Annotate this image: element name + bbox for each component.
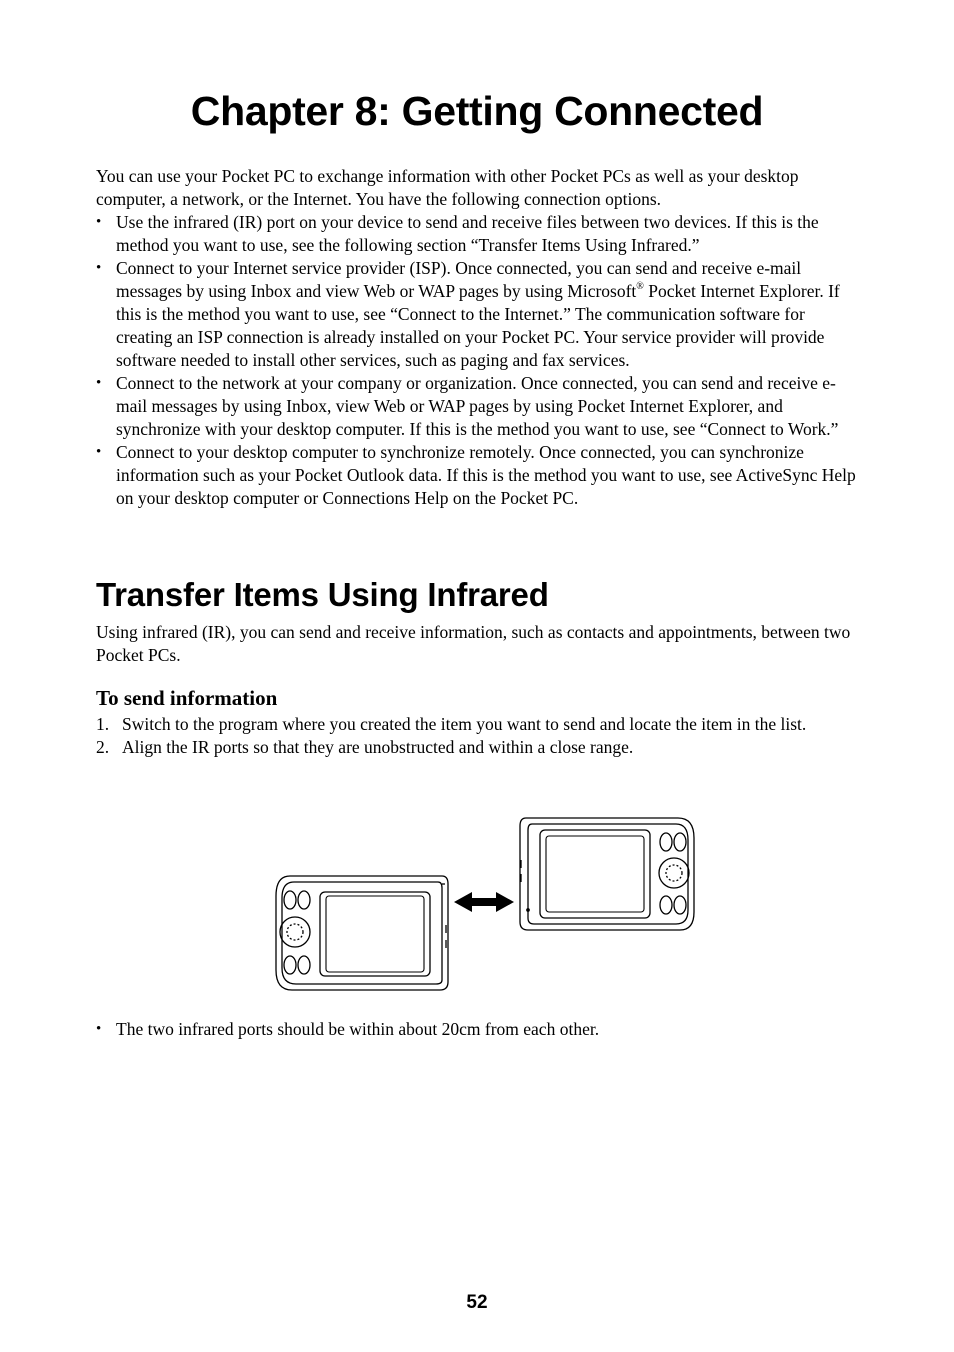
bullet-icon: • — [96, 1021, 102, 1037]
option-text: Connect to the network at your company or organization. Once connected, you can send and receive e-mail messages by using Inbox, view Web or WAP pages by using Pocket Internet Explorer, and synchronize with your desktop computer. If this is the method you want to use, see “Connect to Work.” — [116, 373, 839, 439]
list-item — [96, 713, 856, 736]
pocket-pc-left-icon — [276, 876, 448, 990]
option-text: Connect to your desktop computer to synchronize remotely. Once connected, you can synchronize information such as your Pocket Outlook data. If this is the method you want to use, see ActiveSync Help on your desktop computer or Connections Help on the Pocket PC. — [116, 442, 856, 508]
option-text: Connect to your Internet service provider (ISP). Once connected, you can send and receive e-mail messages by using Inbox and view Web or WAP pages by using Microsoft — [116, 258, 802, 301]
step-text: Align the IR ports so that they are unobstructed and within a close range. — [122, 737, 634, 757]
list-item — [96, 736, 856, 759]
intro-paragraph: You can use your Pocket PC to exchange information with other Pocket PCs as well as your desktop computer, a network, or the Internet. You have the following connection options. — [96, 166, 799, 209]
list-item — [96, 372, 856, 441]
option-text-continued: Pocket Internet Explorer. If this is the method you want to use, see “Connect to the Internet.” The communication software for creating an ISP connection is already installed on your Pocket PC. Your service provider will provide software needed to install other services, such as paging and fax services. — [116, 281, 840, 370]
registered-mark: ® — [636, 281, 644, 293]
list-item — [96, 1018, 856, 1041]
step-number: 2. — [96, 737, 110, 757]
infrared-distance-note — [96, 1018, 856, 1041]
list-item — [96, 211, 856, 257]
note-list — [96, 1018, 856, 1041]
list-item — [96, 441, 856, 510]
bullet-icon: • — [96, 444, 102, 460]
procedure-steps — [96, 713, 856, 759]
connection-options-list — [96, 211, 856, 510]
step-text: Switch to the program where you created the item you want to send and locate the item in the list. — [122, 714, 807, 734]
section-intro: Using infrared (IR), you can send and receive information, such as contacts and appointments, between two Pocket PCs. — [96, 622, 851, 665]
bullet-icon: • — [96, 260, 102, 276]
bullet-icon: • — [96, 375, 102, 391]
step-number: 1. — [96, 714, 110, 734]
infrared-alignment-illustration — [270, 810, 700, 1000]
page-number: 52 — [466, 1292, 488, 1313]
section-title: Transfer Items Using Infrared — [96, 576, 549, 613]
bullet-icon: • — [96, 214, 102, 230]
list-item — [96, 257, 856, 372]
pocket-pc-right-icon — [520, 818, 694, 930]
chapter-title: Chapter 8: Getting Connected — [190, 88, 764, 134]
double-arrow-icon — [454, 892, 514, 912]
note-text: The two infrared ports should be within about 20cm from each other. — [116, 1019, 600, 1039]
procedure-title: To send information — [96, 686, 278, 710]
option-text: Use the infrared (IR) port on your device to send and receive files between two devices. If this is the method you want to use, see the following section “Transfer Items Using Infrared.” — [116, 212, 819, 255]
